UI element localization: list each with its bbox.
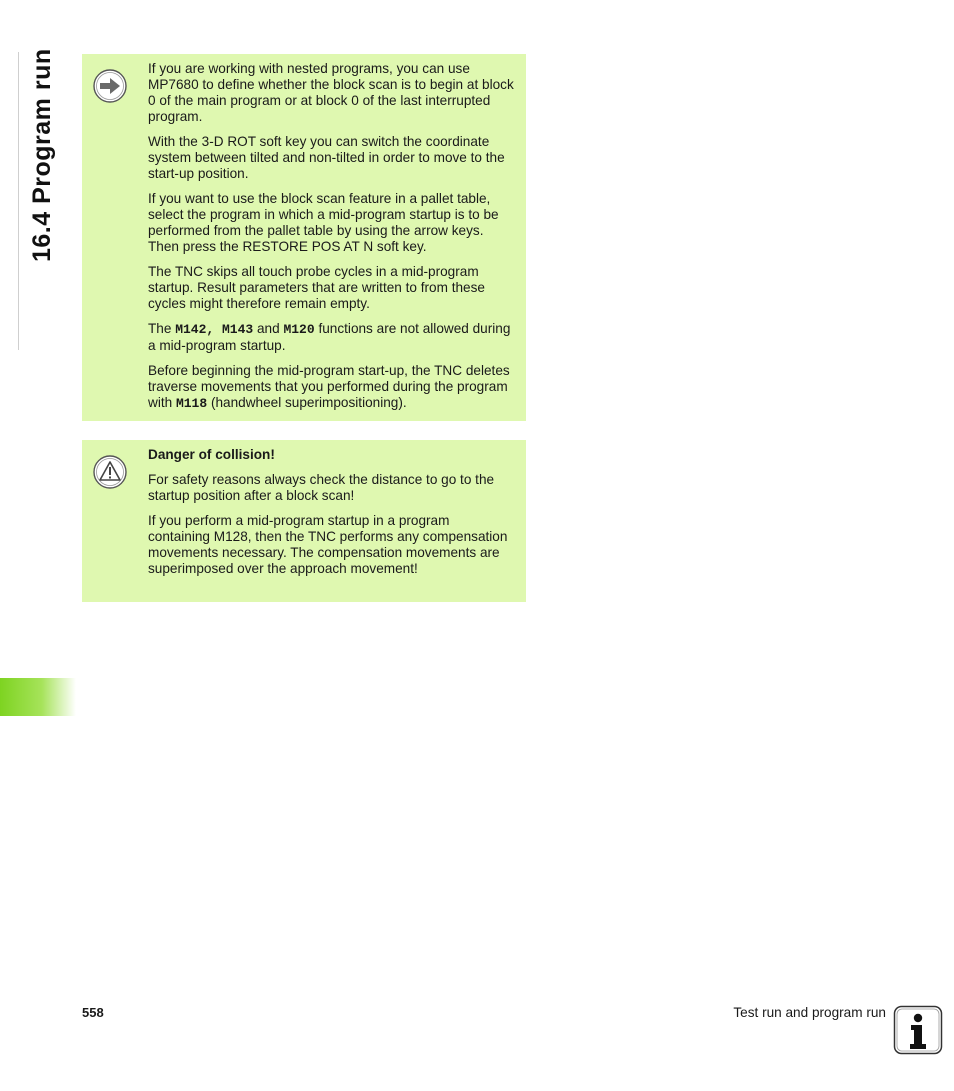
page-number: 558 bbox=[82, 1005, 104, 1020]
code-m142-m143: M142, M143 bbox=[175, 322, 254, 337]
note-paragraph bbox=[148, 363, 514, 412]
note-paragraph bbox=[148, 321, 514, 354]
note-paragraph: If you are working with nested programs, you can use MP7680 to define whether the block scan is to begin at block 0 of the main program or at block 0 of the last interrupted program. bbox=[148, 61, 514, 124]
side-divider bbox=[18, 52, 19, 350]
warning-heading: Danger of collision! bbox=[148, 447, 275, 462]
chapter-tab-marker bbox=[0, 678, 76, 716]
note-paragraph: If you perform a mid-program startup in a program containing M128, then the TNC performs any compensation movements necessary. The compensation movements are superimposed over the approach movement! bbox=[148, 513, 508, 576]
note-box-info bbox=[82, 54, 526, 421]
note-paragraph: With the 3-D ROT soft key you can switch the coordinate system between tilted and non-tilted in order to move to the start-up position. bbox=[148, 134, 505, 181]
note-paragraph: The TNC skips all touch probe cycles in a mid-program startup. Result parameters that are written to from these cycles might therefore remain empty. bbox=[148, 264, 485, 311]
text-run: and bbox=[253, 321, 284, 336]
text-run: Before beginning the mid-program start-up, the TNC deletes traverse movements that you performed during the program with bbox=[148, 363, 510, 410]
note-box-warning bbox=[82, 440, 526, 602]
warning-icon bbox=[92, 454, 128, 490]
code-m118: M118 bbox=[175, 396, 208, 411]
info-icon bbox=[893, 1005, 943, 1055]
chapter-title: Test run and program run bbox=[733, 1005, 886, 1020]
section-title: 16.4 Program run bbox=[28, 48, 56, 262]
text-run: (handwheel superimpositioning). bbox=[207, 395, 407, 410]
code-m120: M120 bbox=[283, 322, 315, 337]
arrow-right-icon bbox=[92, 68, 128, 104]
text-run: functions are not allowed during a mid-program startup. bbox=[148, 321, 511, 353]
note-paragraph: If you want to use the block scan feature in a pallet table, select the program in which a mid-program startup is to be performed from the pallet table by using the arrow keys. Then press the RESTORE POS AT N soft key. bbox=[148, 191, 499, 254]
note-paragraph: For safety reasons always check the distance to go to the startup position after a block scan! bbox=[148, 472, 495, 503]
text-run: The bbox=[148, 321, 176, 336]
